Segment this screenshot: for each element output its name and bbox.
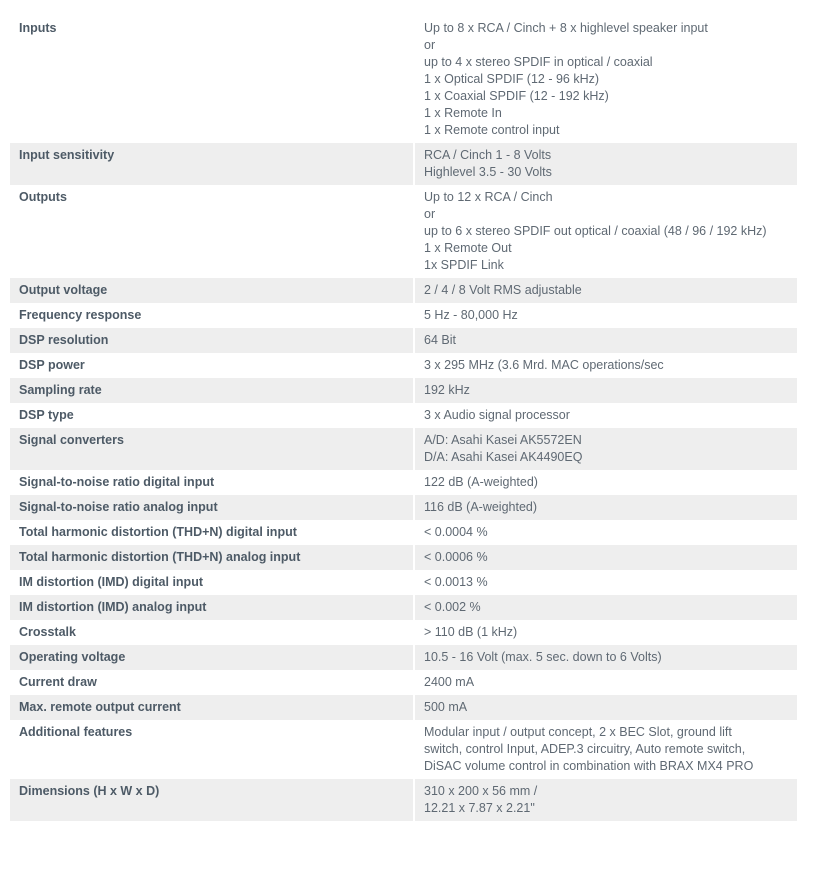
spec-value-line: 122 dB (A-weighted)	[424, 475, 538, 489]
spec-row	[10, 495, 797, 520]
spec-row	[10, 779, 797, 821]
spec-value	[415, 278, 797, 303]
spec-label: Signal-to-noise ratio analog input	[10, 495, 415, 520]
spec-value-line: Up to 8 x RCA / Cinch + 8 x highlevel speaker input	[424, 21, 708, 35]
spec-value	[415, 185, 797, 278]
spec-row	[10, 303, 797, 328]
spec-label: Signal-to-noise ratio digital input	[10, 470, 415, 495]
spec-value-line: DiSAC volume control in combination with BRAX MX4 PRO	[424, 759, 754, 773]
spec-value-line: 116 dB (A-weighted)	[424, 500, 538, 514]
spec-value-line: up to 6 x stereo SPDIF out optical / coaxial (48 / 96 / 192 kHz)	[424, 224, 767, 238]
spec-label: Total harmonic distortion (THD+N) digital input	[10, 520, 415, 545]
spec-value-line: 64 Bit	[424, 333, 456, 347]
spec-value-line: 1 x Optical SPDIF (12 - 96 kHz)	[424, 72, 600, 86]
spec-label: Crosstalk	[10, 620, 415, 645]
spec-value-line: 1 x Remote Out	[424, 241, 512, 255]
spec-value-line: Up to 12 x RCA / Cinch	[424, 190, 553, 204]
spec-value-line: 5 Hz - 80,000 Hz	[424, 308, 518, 322]
spec-value	[415, 495, 797, 520]
spec-label: Sampling rate	[10, 378, 415, 403]
spec-row	[10, 470, 797, 495]
spec-value	[415, 545, 797, 570]
spec-label: Inputs	[10, 16, 415, 143]
spec-value	[415, 595, 797, 620]
spec-value	[415, 695, 797, 720]
spec-value-line: 12.21 x 7.87 x 2.21"	[424, 801, 535, 815]
spec-label: Current draw	[10, 670, 415, 695]
spec-value-line: D/A: Asahi Kasei AK4490EQ	[424, 450, 583, 464]
spec-row	[10, 570, 797, 595]
spec-row	[10, 353, 797, 378]
spec-row	[10, 328, 797, 353]
spec-row	[10, 520, 797, 545]
spec-value	[415, 620, 797, 645]
spec-label: IM distortion (IMD) analog input	[10, 595, 415, 620]
spec-row	[10, 595, 797, 620]
spec-label: Signal converters	[10, 428, 415, 470]
spec-value-line: switch, control Input, ADEP.3 circuitry, Auto remote switch,	[424, 742, 746, 756]
spec-value-line: or	[424, 38, 436, 52]
spec-value-line: 3 x Audio signal processor	[424, 408, 570, 422]
spec-value-line: 1x SPDIF Link	[424, 258, 504, 272]
spec-row	[10, 620, 797, 645]
spec-value-line: Highlevel 3.5 - 30 Volts	[424, 165, 552, 179]
spec-value-line: RCA / Cinch 1 - 8 Volts	[424, 148, 552, 162]
spec-label: DSP type	[10, 403, 415, 428]
spec-value	[415, 428, 797, 470]
spec-value-line: 2400 mA	[424, 675, 475, 689]
spec-row	[10, 16, 797, 143]
spec-value	[415, 645, 797, 670]
spec-value-line: 3 x 295 MHz (3.6 Mrd. MAC operations/sec	[424, 358, 664, 372]
spec-value-line: 2 / 4 / 8 Volt RMS adjustable	[424, 283, 582, 297]
spec-value-line: < 0.002 %	[424, 600, 481, 614]
spec-value-line: up to 4 x stereo SPDIF in optical / coaxial	[424, 55, 653, 69]
spec-row	[10, 278, 797, 303]
spec-table	[10, 16, 797, 821]
spec-label: Dimensions (H x W x D)	[10, 779, 415, 821]
spec-row	[10, 695, 797, 720]
spec-row	[10, 720, 797, 779]
spec-value	[415, 328, 797, 353]
spec-label: Frequency response	[10, 303, 415, 328]
spec-label: Additional features	[10, 720, 415, 779]
spec-value-line: 1 x Remote In	[424, 106, 502, 120]
spec-row	[10, 403, 797, 428]
spec-label: Input sensitivity	[10, 143, 415, 185]
spec-value	[415, 378, 797, 403]
spec-value-line: > 110 dB (1 kHz)	[424, 625, 518, 639]
spec-label: IM distortion (IMD) digital input	[10, 570, 415, 595]
spec-row	[10, 428, 797, 470]
spec-value	[415, 353, 797, 378]
spec-table-body	[10, 16, 797, 821]
spec-value-line: < 0.0004 %	[424, 525, 488, 539]
spec-value	[415, 570, 797, 595]
spec-value	[415, 779, 797, 821]
spec-label: DSP resolution	[10, 328, 415, 353]
spec-value-line: 1 x Remote control input	[424, 123, 560, 137]
spec-label: Output voltage	[10, 278, 415, 303]
spec-value-line: < 0.0013 %	[424, 575, 488, 589]
spec-row	[10, 378, 797, 403]
spec-row	[10, 670, 797, 695]
spec-row	[10, 545, 797, 570]
spec-row	[10, 185, 797, 278]
spec-value	[415, 720, 797, 779]
spec-value-line: 310 x 200 x 56 mm /	[424, 784, 538, 798]
spec-value	[415, 303, 797, 328]
spec-row	[10, 645, 797, 670]
spec-value	[415, 16, 797, 143]
spec-value-line: 1 x Coaxial SPDIF (12 - 192 kHz)	[424, 89, 609, 103]
spec-value-line: 500 mA	[424, 700, 468, 714]
spec-value-line: 192 kHz	[424, 383, 470, 397]
spec-label: Max. remote output current	[10, 695, 415, 720]
spec-value	[415, 143, 797, 185]
spec-value-line: < 0.0006 %	[424, 550, 488, 564]
spec-label: Outputs	[10, 185, 415, 278]
spec-value-line: 10.5 - 16 Volt (max. 5 sec. down to 6 Volts)	[424, 650, 662, 664]
spec-value	[415, 520, 797, 545]
spec-label: Total harmonic distortion (THD+N) analog input	[10, 545, 415, 570]
spec-value-line: or	[424, 207, 436, 221]
spec-value-line: A/D: Asahi Kasei AK5572EN	[424, 433, 582, 447]
spec-label: Operating voltage	[10, 645, 415, 670]
spec-value-line: Modular input / output concept, 2 x BEC Slot, ground lift	[424, 725, 732, 739]
spec-value	[415, 470, 797, 495]
spec-label: DSP power	[10, 353, 415, 378]
spec-value	[415, 670, 797, 695]
spec-row	[10, 143, 797, 185]
spec-value	[415, 403, 797, 428]
